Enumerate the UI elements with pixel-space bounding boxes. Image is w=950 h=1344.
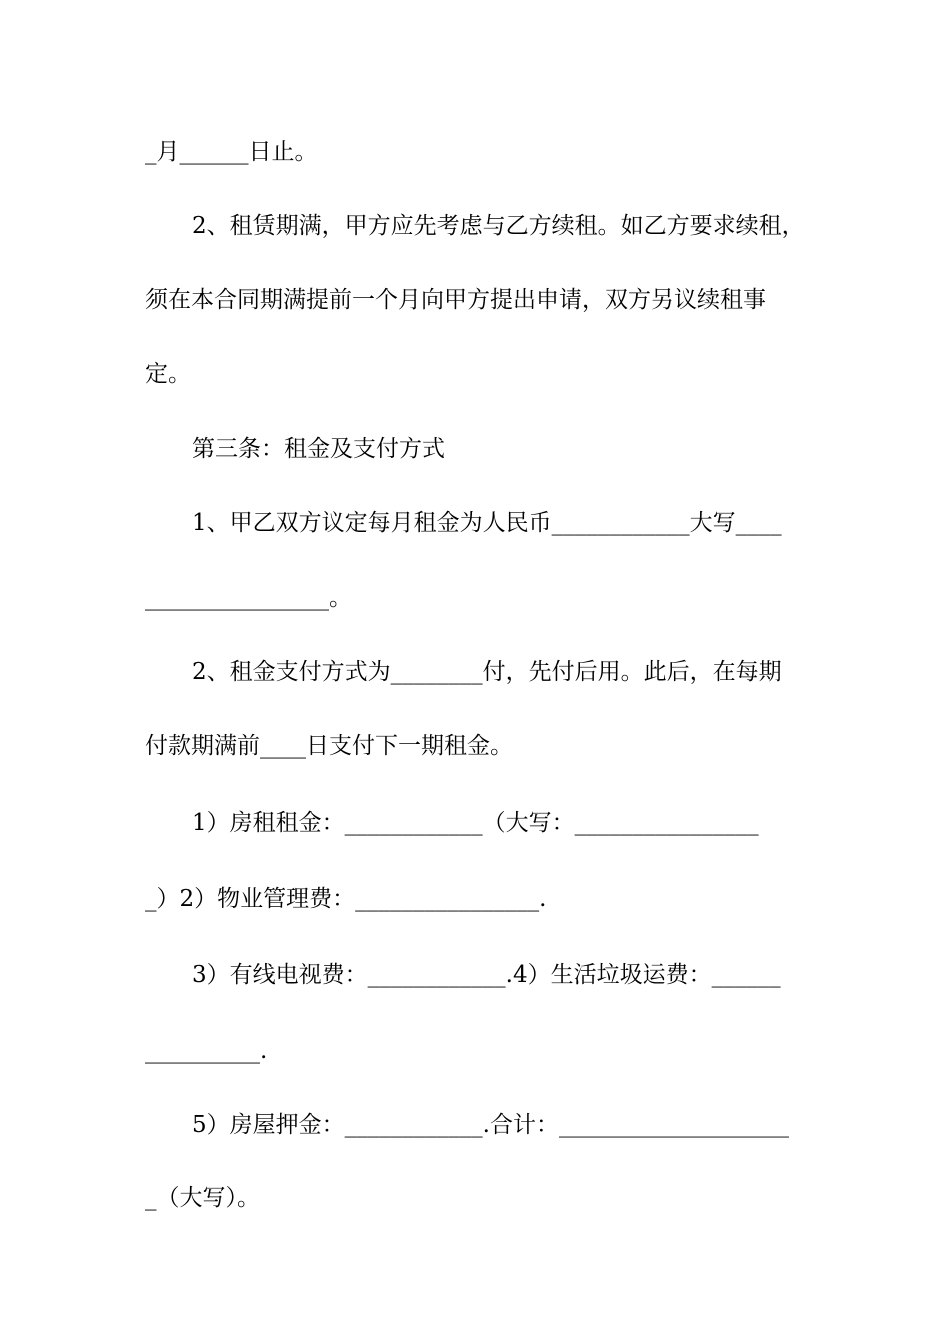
monthly-rent-line-1: 1、甲乙双方议定每月租金为人民币____________大写____ xyxy=(192,510,782,536)
payment-method-line-2: 付款期满前____日支付下一期租金。 xyxy=(145,733,513,759)
renewal-clause-line-2: 须在本合同期满提前一个月向甲方提出申请，双方另议续租事 xyxy=(145,287,766,313)
total-capital-line: _（大写）。 xyxy=(145,1185,260,1211)
garbage-fee-continuation-line: __________. xyxy=(145,1038,268,1064)
monthly-rent-line-2: ________________。 xyxy=(145,585,352,611)
deposit-and-total-line: 5）房屋押金：____________.合计：____________________ xyxy=(192,1112,789,1138)
house-rent-line: 1）房租租金：____________（大写：________________ xyxy=(192,810,759,836)
payment-method-line-1: 2、租金支付方式为________付，先付后用。此后，在每期 xyxy=(192,659,782,685)
renewal-clause-line-3: 定。 xyxy=(145,361,191,387)
lease-end-date-line: _月______日止。 xyxy=(145,139,318,165)
cable-and-garbage-fee-line: 3）有线电视费：____________.4）生活垃圾运费：______ xyxy=(192,962,781,988)
property-fee-line: _）2）物业管理费：________________. xyxy=(145,886,547,912)
renewal-clause-line-1: 2、租赁期满，甲方应先考虑与乙方续租。如乙方要求续租， xyxy=(192,213,805,239)
article-three-heading: 第三条：租金及支付方式 xyxy=(192,436,445,462)
